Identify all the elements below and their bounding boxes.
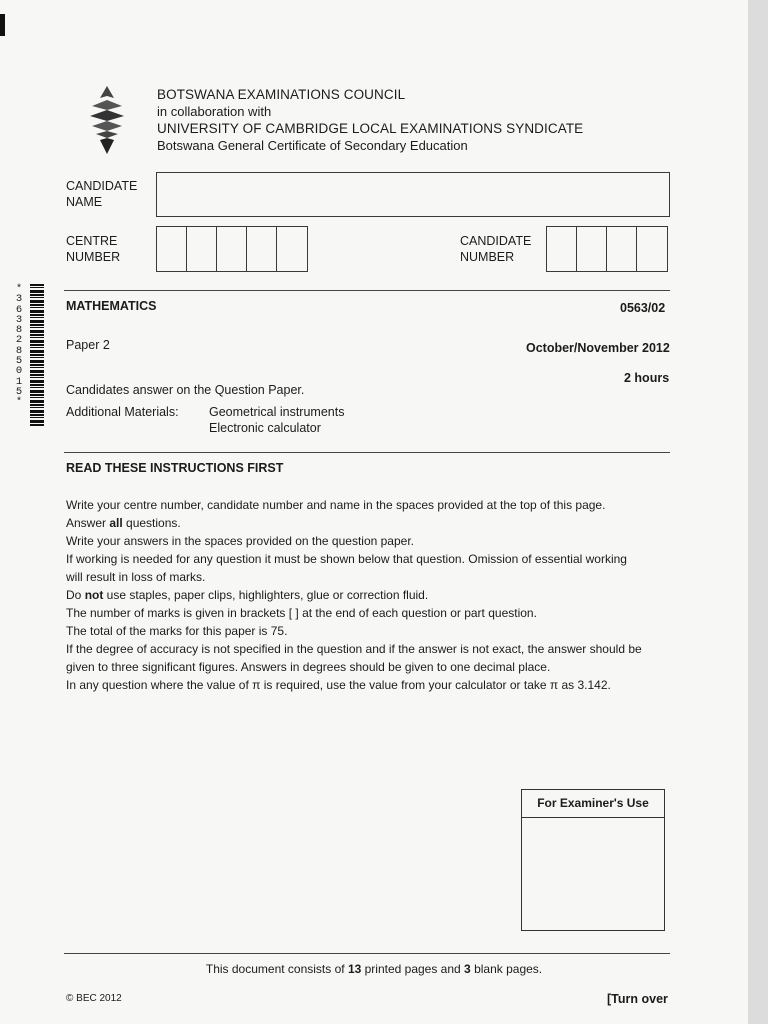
instruction-line: [66, 514, 676, 532]
paper-number: Paper 2: [66, 338, 110, 352]
bec-logo-icon: [84, 84, 130, 156]
syllabus-code: 0563/02: [620, 301, 666, 315]
candidate-number-label-line1: CANDIDATE: [460, 234, 532, 248]
instruction-line: Write your answers in the spaces provided on the question paper.: [66, 534, 414, 548]
material-item: Electronic calculator: [209, 421, 321, 435]
barcode-icon: [30, 284, 44, 426]
centre-number-cell[interactable]: [277, 227, 307, 271]
barcode-number: [12, 284, 26, 408]
instruction-text: Answer: [66, 516, 110, 530]
divider: [64, 953, 670, 954]
divider: [64, 452, 670, 453]
centre-number-cell[interactable]: [157, 227, 187, 271]
centre-number-label: [66, 233, 120, 265]
examiner-use-box: [521, 789, 665, 931]
barcode-digit: 3: [15, 293, 23, 306]
barcode-digit: 8: [15, 344, 23, 357]
candidate-number-cell[interactable]: [637, 227, 667, 271]
answer-note: Candidates answer on the Question Paper.: [66, 383, 305, 397]
certificate-name: Botswana General Certificate of Secondary Education: [157, 138, 468, 153]
instruction-emphasis: all: [109, 516, 123, 530]
exam-duration: 2 hours: [624, 371, 670, 385]
footer-text: printed pages and: [361, 962, 465, 976]
centre-number-label-line1: CENTRE: [66, 234, 118, 248]
instruction-line: If working is needed for any question it must be shown below that question. Omission of essential working: [66, 552, 627, 566]
materials-list: [209, 404, 344, 436]
instruction-text: use staples, paper clips, highlighters, glue or correction fluid.: [103, 588, 429, 602]
barcode-digit: *: [15, 283, 23, 295]
centre-number-cell[interactable]: [217, 227, 247, 271]
barcode-digit: 1: [15, 375, 23, 388]
blank-page-count: 3: [464, 962, 471, 976]
instruction-line: [66, 586, 676, 604]
turn-over: [Turn over: [607, 992, 668, 1006]
candidate-number-cell[interactable]: [607, 227, 637, 271]
centre-number-cell[interactable]: [187, 227, 217, 271]
candidate-number-cell[interactable]: [547, 227, 577, 271]
instruction-emphasis: not: [84, 588, 104, 602]
page-count-note: [0, 962, 748, 976]
divider: [64, 290, 670, 291]
instruction-line: Write your centre number, candidate number and name in the spaces provided at the top of this page.: [66, 498, 606, 512]
material-item: Geometrical instruments: [209, 405, 345, 419]
collab-line: in collaboration with: [157, 104, 272, 119]
candidate-number-label: [460, 233, 531, 265]
council-header: [157, 86, 583, 154]
barcode-digit: 3: [15, 313, 23, 326]
examiner-use-title: For Examiner's Use: [522, 790, 664, 818]
syndicate-name: UNIVERSITY OF CAMBRIDGE LOCAL EXAMINATIONS SYNDICATE: [157, 121, 584, 136]
instruction-line: The total of the marks for this paper is 75.: [66, 624, 288, 638]
candidate-number-field[interactable]: [546, 226, 668, 272]
materials-label: Additional Materials:: [66, 405, 179, 419]
candidate-number-label-line2: NUMBER: [460, 250, 515, 264]
edge-mark: [0, 14, 5, 36]
instruction-line: The number of marks is given in brackets [ ] at the end of each question or part question.: [66, 606, 537, 620]
barcode-digit: 0: [15, 365, 23, 378]
instruction-line: In any question where the value of π is required, use the value from your calculator or take π as 3.142.: [66, 678, 611, 692]
candidate-name-field[interactable]: [156, 172, 670, 217]
footer-text: blank pages.: [470, 962, 543, 976]
instruction-line: If the degree of accuracy is not specified in the question and if the answer is not exact, the answer should be: [66, 642, 642, 656]
candidate-name-label-line1: CANDIDATE: [66, 179, 138, 193]
candidate-number-cell[interactable]: [577, 227, 607, 271]
instruction-line: given to three significant figures. Answers in degrees should be given to one decimal place.: [66, 660, 551, 674]
barcode-digit: 2: [15, 334, 23, 347]
printed-page-count: 13: [347, 962, 362, 976]
instructions-heading: READ THESE INSTRUCTIONS FIRST: [66, 461, 284, 475]
barcode-digit: *: [15, 396, 23, 409]
centre-number-field[interactable]: [156, 226, 308, 272]
instruction-text: questions.: [122, 516, 181, 530]
instruction-text: Do: [66, 588, 85, 602]
centre-number-cell[interactable]: [247, 227, 277, 271]
instructions-list: [66, 496, 676, 694]
barcode-digit: 5: [15, 385, 23, 398]
centre-number-label-line2: NUMBER: [66, 250, 121, 264]
barcode-digit: 6: [15, 303, 23, 316]
instruction-line: will result in loss of marks.: [66, 570, 206, 584]
candidate-name-label: [66, 178, 137, 210]
copyright: © BEC 2012: [66, 993, 122, 1004]
subject-title: MATHEMATICS: [66, 299, 157, 313]
candidate-name-label-line2: NAME: [66, 195, 103, 209]
barcode-digit: 5: [15, 355, 23, 368]
footer-text: This document consists of: [205, 962, 348, 976]
barcode-digit: 8: [15, 324, 23, 337]
council-name: BOTSWANA EXAMINATIONS COUNCIL: [157, 87, 406, 102]
exam-session: October/November 2012: [526, 341, 670, 355]
